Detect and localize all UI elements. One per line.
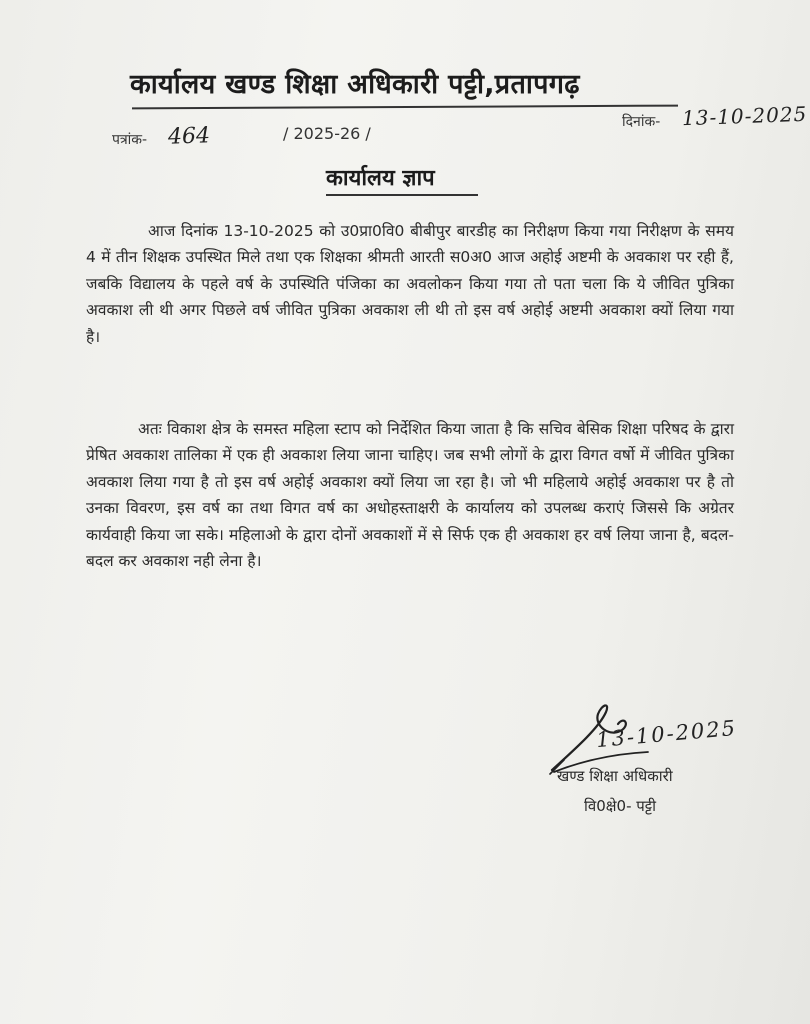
memo-heading: कार्यालय ज्ञाप bbox=[326, 166, 435, 191]
office-title: कार्यालय खण्ड शिक्षा अधिकारी पट्टी,प्रतापगढ़ bbox=[130, 69, 580, 100]
reference-number: 464 bbox=[167, 123, 211, 150]
reference-label: पत्रांक- bbox=[112, 132, 148, 148]
signatory-designation: खण्ड शिक्षा अधिकारी bbox=[557, 767, 673, 785]
memo-paragraph: अतः विकाश क्षेत्र के समस्त महिला स्टाप को निर्देशित किया जाता है कि सचिव बेसिक शिक्षा परिषद के द्वारा प्रेषित अवकाश तालिका में एक ही अवकाश लिया जाना चाहिए। जब सभी लोगों के द्वारा विगत वर्षो में जीवित पुत्रिका अवकाश लिया गया है तो इस वर्ष अहोई अवकाश क्यों लिया जा रहा है। जो भी महिलाये अहोई अवकाश पर है तो उनका विवरण, इस वर्ष का तथा विगत वर्ष का अधोहस्ताक्षरी के कार्यालय को उपलब्ध कराएं जिससे कि अग्रेतर कार्यवाही किया जा सके। महिलाओ के द्वारा दोनों अवकाशों में से सिर्फ एक ही अवकाश हर वर्ष लिया जाना है, बदल-बदल कर अवकाश नही लेना है। bbox=[86, 419, 734, 570]
signature-date: 13-10-2025 bbox=[595, 715, 738, 753]
session-year: / 2025-26 / bbox=[283, 124, 371, 143]
title-underline bbox=[132, 105, 678, 110]
issue-date: 13-10-2025 bbox=[681, 101, 808, 131]
memo-paragraph: आज दिनांक 13-10-2025 को उ0प्रा0वि0 बीबीपुर बारडीह का निरीक्षण किया गया निरीक्षण के समय 4 में तीन शिक्षक उपस्थित मिले तथा एक शिक्षका श्रीमती आरती स0अ0 आज अहोई अष्टमी के अवकाश पर रही हैं, जबकि विद्यालय के पहले वर्ष के उपस्थिति पंजिका का अवलोकन किया गया तो पता चला कि ये जीवित पुत्रिका अवकाश ली थी अगर पिछले वर्ष जीवित पुत्रिका अवकाश ली थी तो इस वर्ष अहोई अष्टमी अवकाश क्यों लिया गया है। bbox=[86, 221, 734, 346]
memo-heading-underline bbox=[326, 194, 478, 196]
signatory-office: वि0क्षे0- पट्टी bbox=[584, 797, 656, 815]
date-label: दिनांक- bbox=[622, 114, 661, 130]
